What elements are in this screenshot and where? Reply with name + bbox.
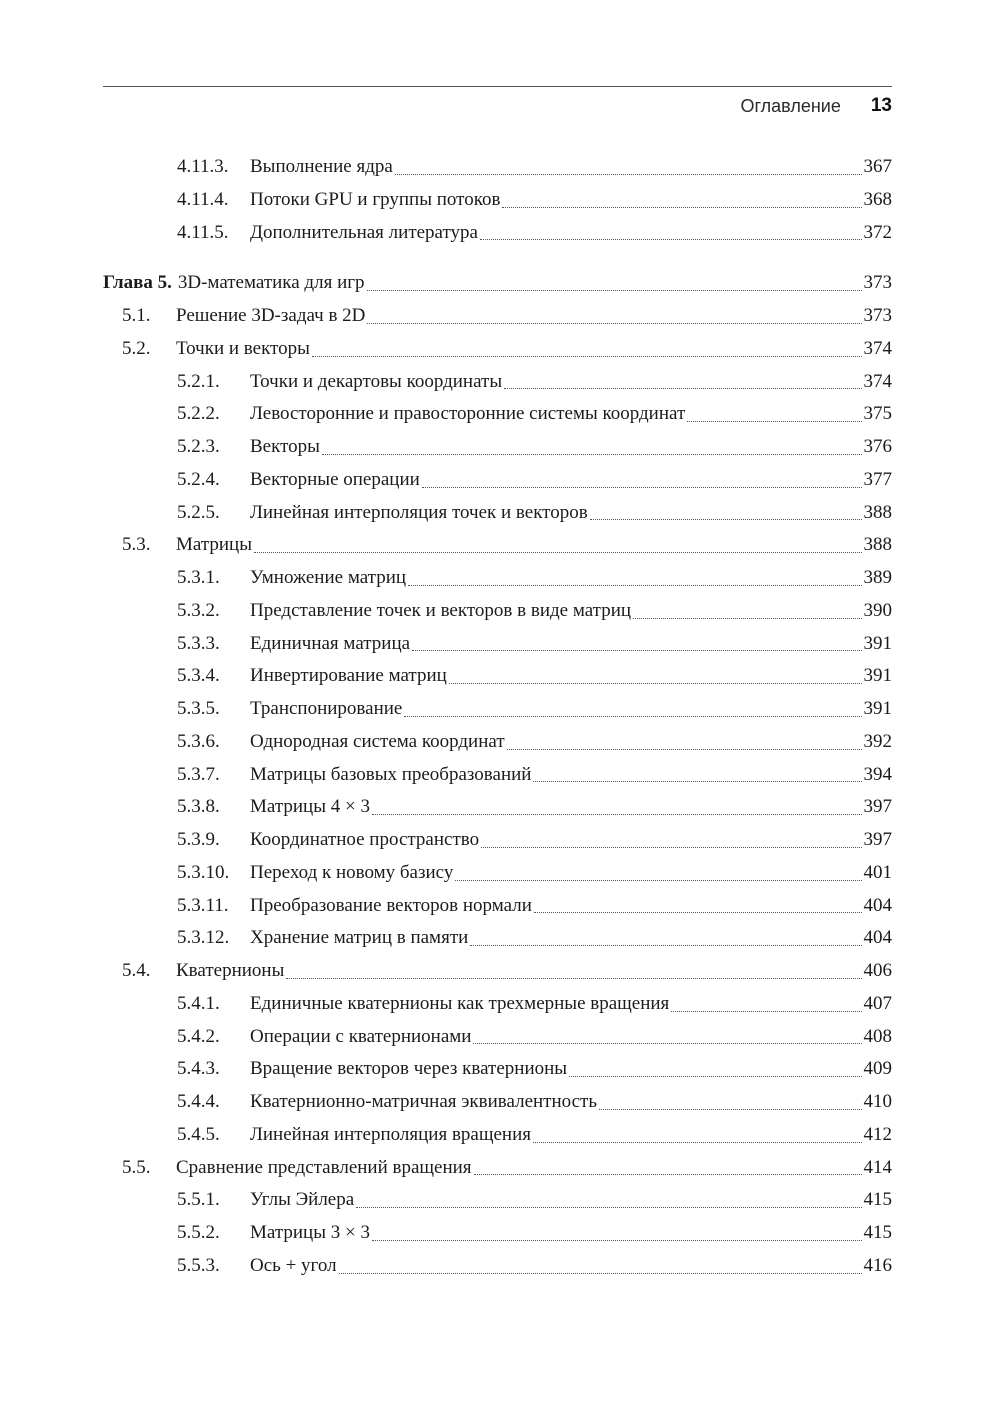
- toc-entry-title: Умножение матриц: [250, 567, 407, 588]
- toc-dot-leader: [254, 552, 862, 553]
- toc-entry-number: 5.3.8.: [177, 796, 220, 818]
- toc-entry-title: Решение 3D-задач в 2D: [176, 305, 366, 326]
- toc-entry-title: Кватернионы: [176, 960, 285, 981]
- toc-dot-leader: [408, 585, 861, 586]
- header-rule: [103, 86, 892, 87]
- toc-dot-leader: [367, 290, 862, 291]
- toc-entry-page: 407: [863, 992, 892, 1014]
- toc-entry-title: Вращение векторов через кватернионы: [250, 1058, 568, 1080]
- toc-entry[interactable]: [103, 1021, 892, 1054]
- toc-entry[interactable]: [103, 184, 892, 217]
- toc-entry-page: 391: [863, 665, 892, 687]
- toc-entry-page: 394: [863, 763, 892, 785]
- toc-entry-page: 375: [863, 403, 892, 425]
- toc-entry-title: Точки и векторы: [176, 337, 310, 359]
- toc-dot-leader: [599, 1109, 861, 1110]
- toc-entry-title: Матрицы: [176, 534, 252, 556]
- toc-entry-title: Операции с кватернионами: [250, 1025, 472, 1047]
- toc-entry-number: 5.4.3.: [177, 1058, 220, 1080]
- toc-entry-title: Ось + угол: [250, 1254, 337, 1276]
- toc-entry[interactable]: [103, 1086, 892, 1119]
- toc-entry-page: 367: [863, 156, 892, 177]
- toc-entry-page: 390: [863, 599, 892, 621]
- toc-entry[interactable]: [103, 398, 892, 431]
- toc-entry-page: 388: [863, 501, 892, 523]
- toc-entry[interactable]: [103, 217, 892, 250]
- toc-entry-number: 5.1.: [122, 305, 151, 326]
- toc-entry-page: 410: [863, 1091, 892, 1112]
- toc-entry-number: 5.3.5.: [177, 698, 220, 719]
- toc-entry-page: 397: [863, 829, 892, 850]
- toc-dot-leader: [480, 239, 862, 240]
- toc-dot-leader: [473, 1043, 861, 1044]
- toc-entry[interactable]: [103, 1250, 892, 1283]
- toc-dot-leader: [404, 716, 861, 717]
- toc-entry-number: 5.2.1.: [177, 370, 220, 392]
- toc-dot-leader: [455, 880, 861, 881]
- toc-dot-leader: [286, 978, 861, 979]
- toc-entry-number: 5.2.2.: [177, 403, 220, 425]
- toc-entry-title: Переход к новому базису: [250, 861, 454, 883]
- toc-entry[interactable]: [103, 890, 892, 923]
- toc-entry-title: Потоки GPU и группы потоков: [250, 188, 501, 210]
- toc-entry[interactable]: [103, 529, 892, 562]
- toc-entry[interactable]: [103, 1119, 892, 1152]
- toc-entry-page: 404: [863, 894, 892, 916]
- toc-entry-page: 377: [863, 468, 892, 490]
- toc-entry-number: 5.3.: [122, 534, 151, 556]
- toc-entry-page: 409: [863, 1058, 892, 1080]
- toc-entry[interactable]: [103, 660, 892, 693]
- toc-entry-number: 5.3.4.: [177, 665, 220, 687]
- toc-entry-page: 415: [863, 1189, 892, 1211]
- toc-entry-number: 5.5.3.: [177, 1254, 220, 1276]
- toc-dot-leader: [633, 618, 861, 619]
- toc-dot-leader: [422, 487, 862, 488]
- toc-entry-number: Глава 5.: [103, 272, 172, 294]
- toc-entry-page: 374: [863, 337, 892, 359]
- toc-entry-title: Матрицы базовых преобразований: [250, 763, 532, 785]
- toc-entry[interactable]: [103, 464, 892, 497]
- toc-entry-title: Хранение матриц в памяти: [250, 927, 469, 949]
- toc-dot-leader: [687, 421, 861, 422]
- toc-entry-number: 5.3.12.: [177, 927, 230, 949]
- running-head: [741, 92, 893, 120]
- toc-entry-title: Транспонирование: [250, 698, 403, 719]
- toc-entry-number: 5.4.4.: [177, 1091, 220, 1112]
- toc-entry[interactable]: [103, 628, 892, 661]
- toc-dot-leader: [449, 683, 862, 684]
- page-number: 13: [870, 95, 892, 116]
- toc-dot-leader: [504, 388, 861, 389]
- toc-entry-page: 373: [863, 272, 892, 294]
- toc-dot-leader: [590, 519, 862, 520]
- toc-entry-number: 5.3.10.: [177, 861, 230, 883]
- toc-entry[interactable]: [103, 824, 892, 857]
- toc-entry-number: 5.4.2.: [177, 1025, 220, 1047]
- toc-entry-number: 5.3.3.: [177, 632, 220, 654]
- toc-entry-number: 5.2.4.: [177, 468, 220, 490]
- toc-entry-title: Векторные операции: [250, 468, 420, 490]
- toc-dot-leader: [474, 1174, 862, 1175]
- toc-entry-page: 368: [863, 188, 892, 210]
- toc-dot-leader: [412, 650, 861, 651]
- toc-entry-title: 3D-математика для игр: [177, 272, 365, 294]
- toc-entry-page: 404: [863, 927, 892, 949]
- toc-entry-page: 373: [863, 305, 892, 326]
- toc-entry-number: 5.4.5.: [177, 1123, 220, 1145]
- toc-entry-number: 5.2.5.: [177, 501, 220, 523]
- toc-dot-leader: [533, 1142, 862, 1143]
- toc-entry-number: 5.2.: [122, 337, 151, 359]
- toc-entry-page: 397: [863, 796, 892, 818]
- toc-entry[interactable]: [103, 300, 892, 333]
- toc-entry-page: 374: [863, 370, 892, 392]
- toc-entry[interactable]: [103, 1217, 892, 1250]
- toc-entry-page: 376: [863, 436, 892, 457]
- toc-entry[interactable]: [103, 955, 892, 988]
- toc-entry-page: 408: [863, 1025, 892, 1047]
- toc-entry[interactable]: [103, 366, 892, 399]
- toc-entry-number: 4.11.5.: [177, 221, 229, 243]
- toc-entry-page: 389: [863, 567, 892, 588]
- toc-entry[interactable]: [103, 1053, 892, 1086]
- toc-entry-number: 5.5.: [122, 1156, 151, 1178]
- toc-entry[interactable]: [103, 151, 892, 184]
- toc-dot-leader: [367, 323, 861, 324]
- toc-entry-title: Векторы: [250, 436, 320, 457]
- toc-entry-page: 388: [863, 534, 892, 556]
- toc-entry-page: 392: [863, 730, 892, 752]
- toc-entry-title: Дополнительная литература: [250, 221, 478, 243]
- toc-dot-leader: [372, 1240, 862, 1241]
- toc-entry-title: Линейная интерполяция точек и векторов: [250, 501, 588, 523]
- toc-entry[interactable]: [103, 693, 892, 726]
- toc-dot-leader: [533, 781, 861, 782]
- toc-entry-title: Левосторонние и правосторонние системы координат: [250, 403, 686, 425]
- toc-entry-title: Единичные кватернионы как трехмерные вращения: [250, 992, 670, 1014]
- toc-dot-leader: [339, 1273, 862, 1274]
- toc-dot-leader: [470, 945, 861, 946]
- toc-entry-page: 391: [863, 698, 892, 719]
- toc-entry-title: Координатное пространство: [250, 829, 480, 850]
- toc-dot-leader: [502, 207, 861, 208]
- toc-dot-leader: [372, 814, 862, 815]
- toc-entry-page: 401: [863, 861, 892, 883]
- section-title: Оглавление: [740, 95, 841, 116]
- toc-entry-number: 5.5.2.: [177, 1222, 220, 1243]
- toc-entry-number: 5.3.6.: [177, 730, 220, 752]
- toc-dot-leader: [534, 912, 862, 913]
- toc-entry-title: Преобразование векторов нормали: [250, 894, 532, 916]
- table-of-contents: [103, 151, 892, 1283]
- toc-dot-leader: [569, 1076, 861, 1077]
- toc-entry-number: 4.11.4.: [177, 188, 229, 210]
- toc-entry-title: Кватернионно-матричная эквивалентность: [250, 1091, 598, 1112]
- toc-entry-title: Выполнение ядра: [250, 156, 393, 177]
- toc-entry[interactable]: [103, 988, 892, 1021]
- toc-chapter-entry[interactable]: [103, 267, 892, 300]
- toc-entry[interactable]: [103, 759, 892, 792]
- toc-entry-number: 5.2.3.: [177, 436, 220, 457]
- toc-entry-page: 414: [863, 1156, 892, 1178]
- toc-entry-page: 372: [863, 221, 892, 243]
- toc-entry-number: 4.11.3.: [177, 156, 229, 177]
- toc-entry[interactable]: [103, 431, 892, 464]
- toc-entry-number: 5.3.11.: [177, 894, 229, 916]
- toc-entry-page: 412: [863, 1123, 892, 1145]
- toc-entry[interactable]: [103, 726, 892, 759]
- toc-entry-number: 5.3.1.: [177, 567, 220, 588]
- toc-entry-title: Представление точек и векторов в виде матриц: [250, 599, 632, 621]
- toc-entry-page: 391: [863, 632, 892, 654]
- toc-entry[interactable]: [103, 595, 892, 628]
- toc-entry-number: 5.3.7.: [177, 763, 220, 785]
- toc-entry-number: 5.5.1.: [177, 1189, 220, 1211]
- toc-dot-leader: [507, 749, 862, 750]
- toc-entry-number: 5.4.1.: [177, 992, 220, 1014]
- toc-entry-title: Линейная интерполяция вращения: [250, 1123, 531, 1145]
- toc-entry-title: Углы Эйлера: [250, 1189, 355, 1211]
- toc-entry-title: Матрицы 3 × 3: [250, 1222, 370, 1243]
- toc-entry[interactable]: [103, 922, 892, 955]
- toc-entry-page: 415: [863, 1222, 892, 1243]
- toc-entry-title: Матрицы 4 × 3: [250, 796, 370, 818]
- toc-entry[interactable]: [103, 857, 892, 890]
- toc-entry-number: 5.3.9.: [177, 829, 220, 850]
- toc-entry[interactable]: [103, 497, 892, 530]
- toc-dot-leader: [395, 174, 862, 175]
- toc-entry-title: Однородная система координат: [250, 730, 505, 752]
- toc-entry-number: 5.3.2.: [177, 599, 220, 621]
- toc-dot-leader: [312, 356, 862, 357]
- toc-entry-page: 406: [863, 960, 892, 981]
- toc-entry[interactable]: [103, 562, 892, 595]
- toc-entry[interactable]: [103, 1152, 892, 1185]
- toc-entry-number: 5.4.: [122, 960, 151, 981]
- toc-entry[interactable]: [103, 791, 892, 824]
- toc-entry-title: Единичная матрица: [250, 632, 411, 654]
- toc-entry-title: Сравнение представлений вращения: [176, 1156, 472, 1178]
- toc-dot-leader: [481, 847, 861, 848]
- toc-entry-page: 416: [863, 1254, 892, 1276]
- toc-entry-title: Инвертирование матриц: [250, 665, 447, 687]
- toc-entry-title: Точки и декартовы координаты: [250, 370, 503, 392]
- toc-dot-leader: [322, 454, 862, 455]
- toc-dot-leader: [671, 1011, 861, 1012]
- toc-entry[interactable]: [103, 1184, 892, 1217]
- toc-entry[interactable]: [103, 333, 892, 366]
- toc-dot-leader: [356, 1207, 861, 1208]
